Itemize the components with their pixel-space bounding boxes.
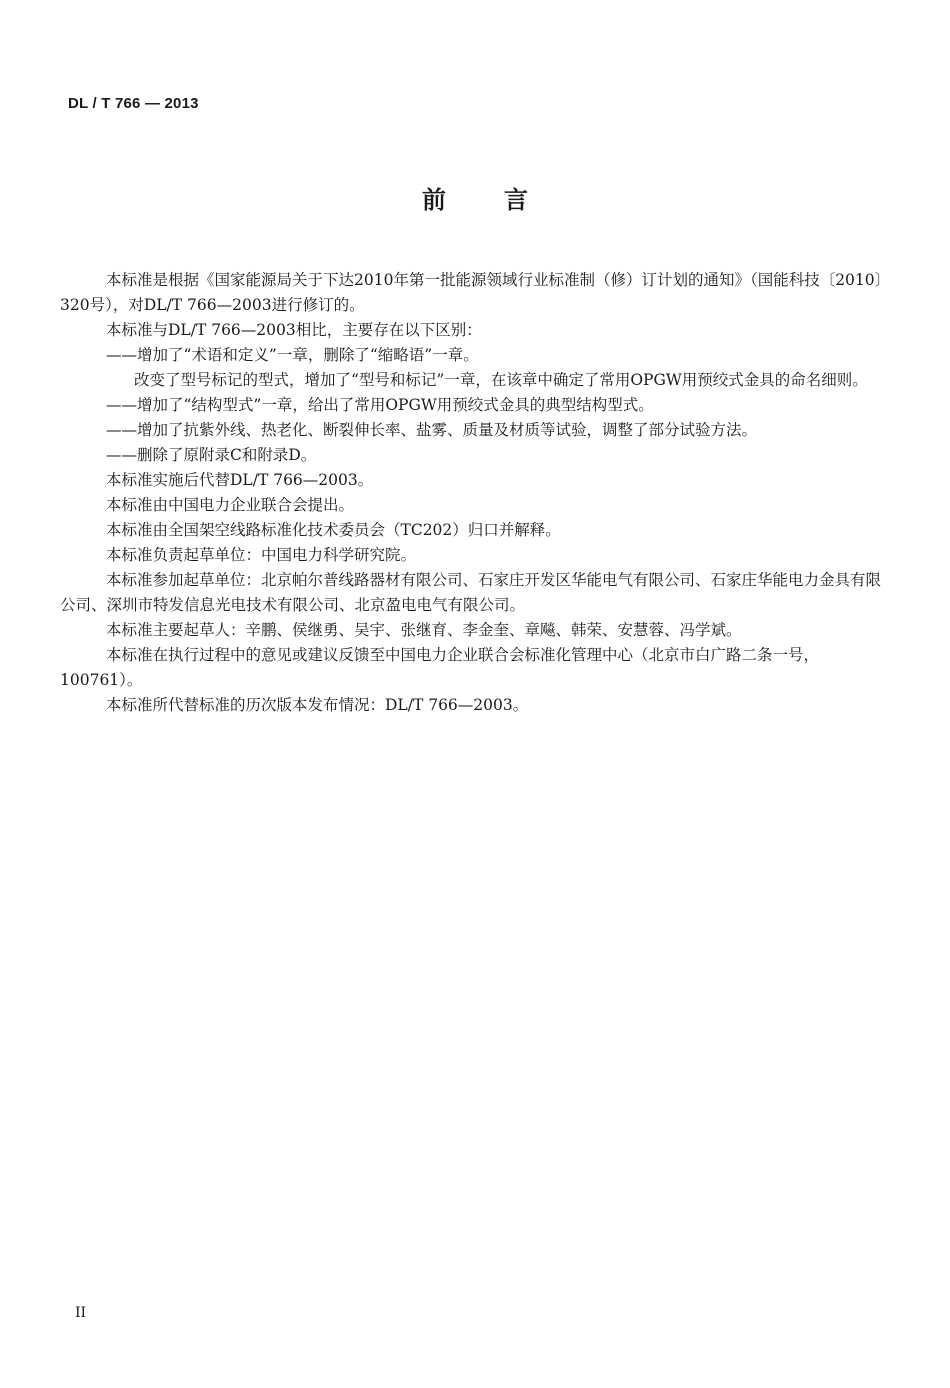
list-item: ——增加了抗紫外线、热老化、断裂伸长率、盐雾、质量及材质等试验，调整了部分试验方法。: [106, 421, 758, 439]
paragraph-proposed-by: 本标准由中国电力企业联合会提出。: [106, 496, 355, 514]
paragraph-lead-drafter: 本标准负责起草单位：中国电力科学研究院。: [106, 546, 417, 564]
document-number: DL / T 766 — 2013: [68, 95, 199, 112]
list-item: 改变了型号标记的型式，增加了“型号和标记”一章，在该章中确定了常用OPGW用预绞式金具的命名细则。: [134, 371, 868, 389]
foreword-body: [60, 268, 884, 718]
paragraph-participating-drafters: 本标准参加起草单位：北京帕尔普线路器材有限公司、石家庄开发区华能电气有限公司、石家庄华能电力金具有限公司、深圳市特发信息光电技术有限公司、北京盈电电气有限公司。: [60, 571, 882, 614]
list-item: ——增加了“术语和定义”一章，删除了“缩略语”一章。: [106, 346, 479, 364]
list-item: ——删除了原附录C和附录D。: [106, 446, 317, 464]
paragraph-feedback: 本标准在执行过程中的意见或建议反馈至中国电力企业联合会标准化管理中心（北京市白广路二条一号，100761）。: [60, 646, 820, 689]
list-item: ——增加了“结构型式”一章，给出了常用OPGW用预绞式金具的典型结构型式。: [106, 396, 654, 414]
page-title: 前言: [422, 186, 586, 214]
paragraph-main-drafters: 本标准主要起草人：辛鹏、侯继勇、吴宇、张继育、李金奎、章飚、韩荣、安慧蓉、冯学斌。: [106, 621, 742, 639]
paragraph-differences-intro: 本标准与DL/T 766—2003相比，主要存在以下区别：: [106, 321, 482, 339]
paragraph-history: 本标准所代替标准的历次版本发布情况：DL/T 766—2003。: [106, 696, 529, 714]
page-number: II: [75, 1305, 87, 1321]
paragraph-replaces: 本标准实施后代替DL/T 766—2003。: [106, 471, 374, 489]
paragraph-centralized-by: 本标准由全国架空线路标准化技术委员会（TC202）归口并解释。: [106, 521, 561, 539]
paragraph-basis: 本标准是根据《国家能源局关于下达2010年第一批能源领域行业标准制（修）订计划的通知》（国能科技〔2010〕320号），对DL/T 766—2003进行修订的。: [60, 271, 883, 314]
